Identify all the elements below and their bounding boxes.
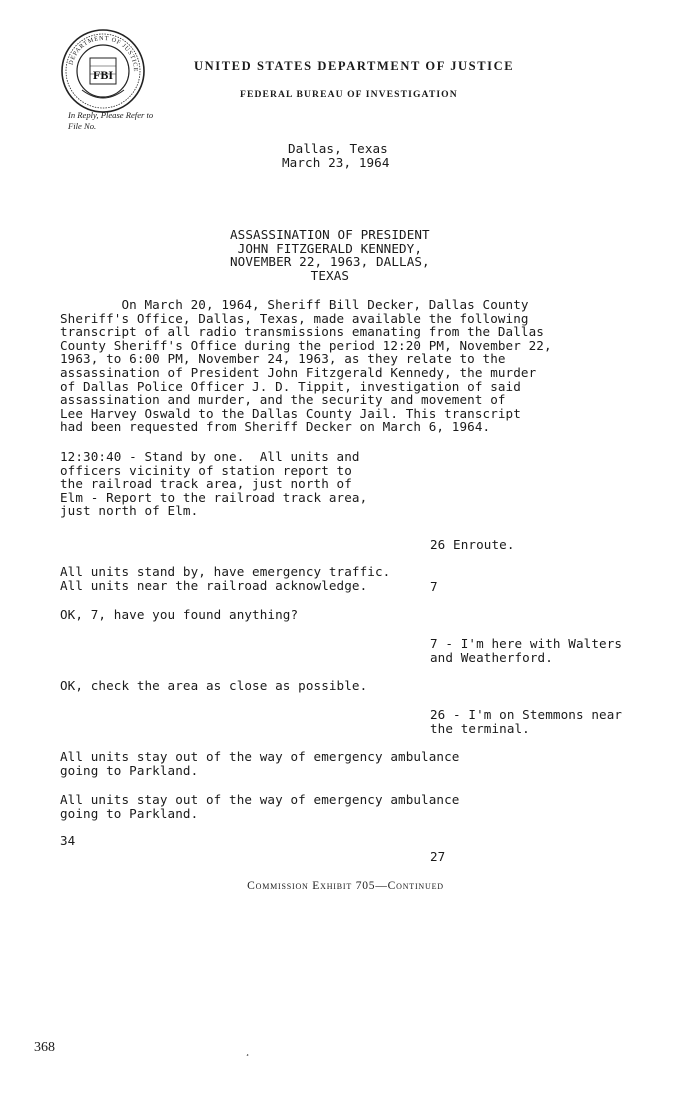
bureau-subheading: FEDERAL BUREAU OF INVESTIGATION (240, 89, 458, 100)
dateline-place: Dallas, Texas (288, 141, 388, 156)
seal-ring-text: DEPARTMENT OF JUSTICE (67, 34, 140, 73)
transcript-response: 27 (430, 849, 446, 864)
transcript-entry: 12:30:40 - Stand by one. All units and officers vicinity of station report to the railroad track area, just north of Elm - Report to the railroad track area, just north of Elm. (60, 449, 368, 519)
exhibit-caption: Commission Exhibit 705—Continued (247, 880, 444, 892)
transcript-response: 26 Enroute. (430, 537, 515, 552)
transcript-entry: All units stay out of the way of emergency ambulance going to Parkland. (60, 792, 460, 821)
reply-reference (68, 110, 153, 132)
fbi-seal-icon (60, 28, 146, 114)
transcript-response: 26 - I'm on Stemmons near the terminal. (430, 707, 623, 736)
transcript-unit: 7 (430, 579, 438, 594)
intro-paragraph: On March 20, 1964, Sheriff Bill Decker, Dallas County Sheriff's Office, Dallas, Texas, made available the following transcript of all radio transmissions emanating from the Dallas County Sheriff's Office during the period 12:20 PM, November 22, 1963, to 6:00 PM, November 24, 1963, as they relate to the assassination of President John Fitzgerald Kennedy, the murder of Dallas Police Officer J. D. Tippit, investigation of said assassination and murder, and the security and movement of Lee Harvey Oswald to the Dallas County Jail. This transcript had been requested from Sheriff Decker on March 6, 1964. (60, 297, 552, 435)
dateline (282, 142, 390, 169)
transcript-entry: All units stay out of the way of emergency ambulance going to Parkland. (60, 749, 460, 778)
transcript-entry: All units stand by, have emergency traffic. All units near the railroad acknowledge. (60, 564, 391, 593)
agency-heading: UNITED STATES DEPARTMENT OF JUSTICE (194, 59, 515, 73)
document-title: ASSASSINATION OF PRESIDENT JOHN FITZGERALD KENNEDY, NOVEMBER 22, 1963, DALLAS, TEXAS (230, 227, 430, 283)
reply-line-1: In Reply, Please Refer to (68, 110, 154, 120)
reply-line-2: File No. (68, 121, 97, 131)
seal-center-text: FBI (92, 68, 114, 82)
transcript-entry: OK, check the area as close as possible. (60, 678, 368, 693)
dateline-date: March 23, 1964 (282, 154, 390, 170)
transcript-entry: 34 (60, 833, 76, 848)
transcript-response: 7 - I'm here with Walters and Weatherford. (430, 636, 623, 665)
stray-mark: ¸ (246, 1046, 249, 1056)
transcript-entry: OK, 7, have you found anything? (60, 607, 299, 622)
page-number: 368 (34, 1040, 55, 1055)
